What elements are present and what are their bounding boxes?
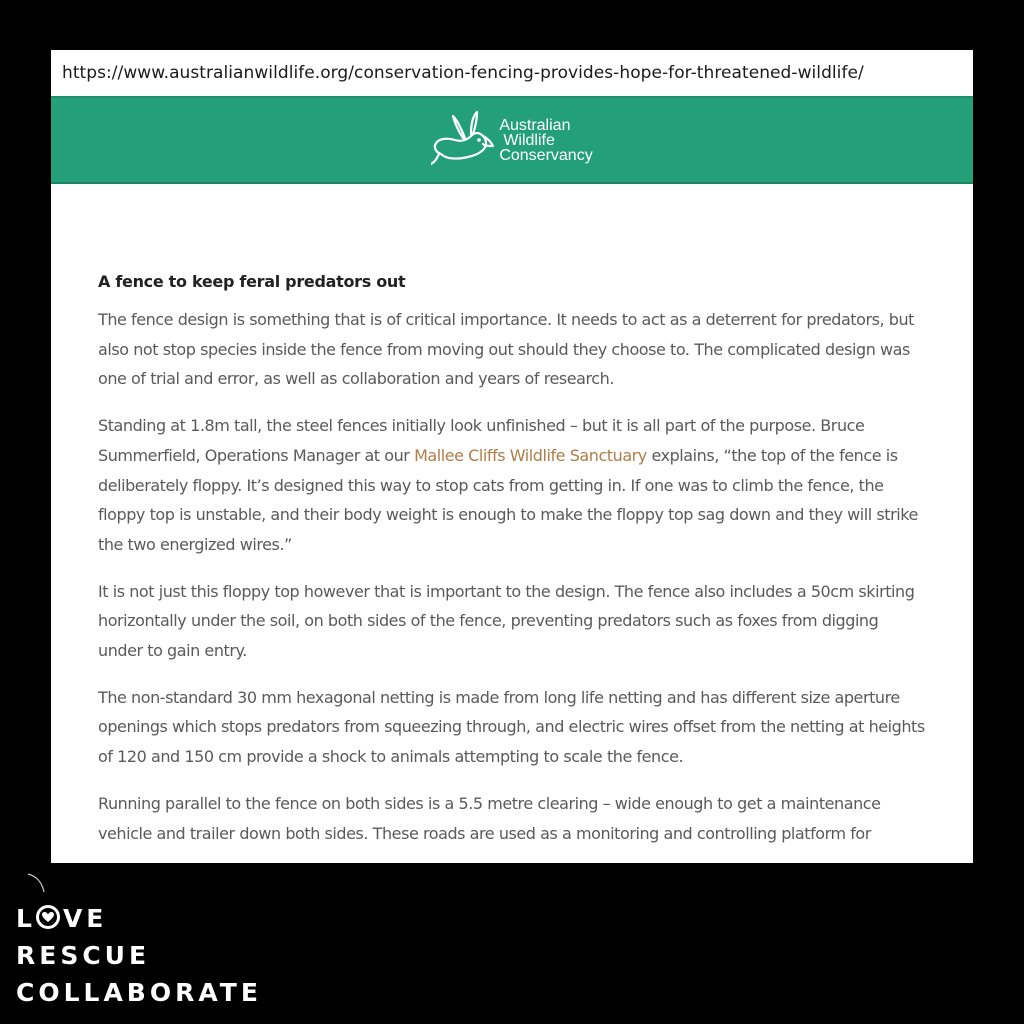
paragraph-4: The non-standard 30 mm hexagonal netting is made from long life netting and has different size aperture openings which stops predators from squeezing through, and electric wires offset from the netting at heights of 120 and 150 cm provide a shock to animals attempting to scale the fence. (98, 687, 925, 767)
paragraph-3: It is not just this floppy top however that is important to the design. The fence also includes a 50cm skirting horizontally under the soil, on both sides of the fence, preventing predators such as foxes from digging under to gain entry. (98, 581, 915, 661)
tagline-love-rest: VE (62, 904, 108, 933)
url-bar[interactable] (51, 50, 973, 96)
paragraph-2 (98, 411, 926, 560)
section-heading: A fence to keep feral predators out (98, 272, 406, 291)
tagline-rescue: RESCUE (16, 941, 151, 970)
heart-pendant-icon (36, 905, 60, 929)
paragraph-2-text-b: explains, “the top of the fence is deliberately floppy. It’s designed this way to stop cats from getting in. If one was to climb the fence, the floppy top is unstable, and their body weight is enough to make the floppy top sag down and they will strike the two energized wires.” (98, 445, 918, 554)
paragraph-1: The fence design is something that is of critical importance. It needs to act as a deterrent for predators, but also not stop species inside the fence from moving out should they choose to. The complicated design was one of trial and error, as well as collaboration and years of research. (98, 310, 914, 389)
logo-word-1: Australian (499, 116, 571, 134)
site-logo[interactable] (431, 110, 592, 170)
url-text: https://www.australianwildlife.org/conservation-fencing-provides-hope-for-threatened-wildlife/ (62, 63, 864, 83)
paragraph-2-text-a: Standing at 1.8m tall, the steel fences initially look unfinished – but it is all part of the purpose. Bruce Summerfield, Operations Manager at our (98, 416, 865, 465)
bilby-logo-icon (431, 110, 495, 170)
article-body (51, 272, 973, 848)
brand-tagline (16, 872, 262, 1011)
logo-word-3: Conservancy (499, 146, 593, 164)
screenshot-frame (51, 50, 973, 863)
logo-wordmark (499, 118, 592, 163)
sanctuary-link[interactable]: Mallee Cliffs Wildlife Sanctuary (414, 445, 647, 465)
paragraph-5: Running parallel to the fence on both sides is a 5.5 metre clearing – wide enough to get a maintenance vehicle and trailer down both sides. These roads are used as a monitoring and controlling platform for (98, 793, 881, 843)
tagline-collaborate: COLLABORATE (16, 978, 262, 1007)
tagline-love-l: L (16, 904, 36, 933)
tagline-love (16, 900, 262, 937)
logo-word-2: Wildlife (503, 131, 555, 149)
site-header (51, 96, 973, 184)
